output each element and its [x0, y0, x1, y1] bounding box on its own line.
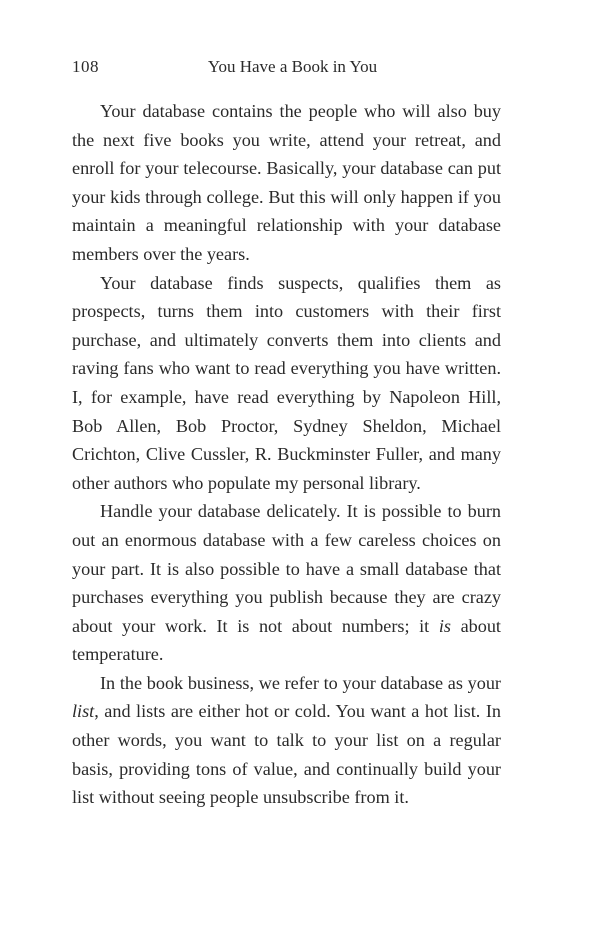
paragraph-4-emphasis: list	[72, 701, 95, 722]
paragraph-1: Your database contains the people who will also buy the next five books you write, attend your retreat, and enroll for your telecourse. Basically, your database can put your kids through college. But this will only happen if you maintain a meaningful relationship with your database members over the years.	[72, 101, 501, 264]
running-head	[72, 52, 501, 82]
paragraph-3	[72, 497, 501, 669]
book-page	[72, 52, 501, 812]
body-text	[72, 97, 501, 812]
paragraph-3-text-before: Handle your database delicately. It is possible to burn out an enormous database with a few careless choices on your part. It is also possible to have a small database that purchases everything you publish because they are crazy about your work. It is not about numbers; it	[72, 501, 501, 636]
paragraph-3-text-after: about temperature.	[72, 615, 501, 665]
paragraph-2: Your database finds suspects, qualifies them as prospects, turns them into customers with their first purchase, and ultimately converts them into clients and raving fans who want to read everything you have written. I, for example, have read everything by Napoleon Hill, Bob Allen, Bob Proctor, Sydney Sheldon, Michael Crichton, Clive Cussler, R. Buckminster Fuller, and many other authors who populate my personal library.	[72, 272, 501, 493]
paragraph-3-emphasis: is	[438, 615, 451, 636]
paragraph-4-text-after: , and lists are either hot or cold. You want a hot list. In other words, you want to talk to your list on a regular basis, providing tons of value, and continually build your list without seeing people unsubscribe from it.	[72, 701, 501, 808]
page-number: 108	[72, 57, 99, 76]
running-title: You Have a Book in You	[207, 57, 378, 76]
paragraph-4	[72, 669, 501, 812]
paragraph-4-text-before: In the book business, we refer to your database as your	[100, 672, 501, 693]
